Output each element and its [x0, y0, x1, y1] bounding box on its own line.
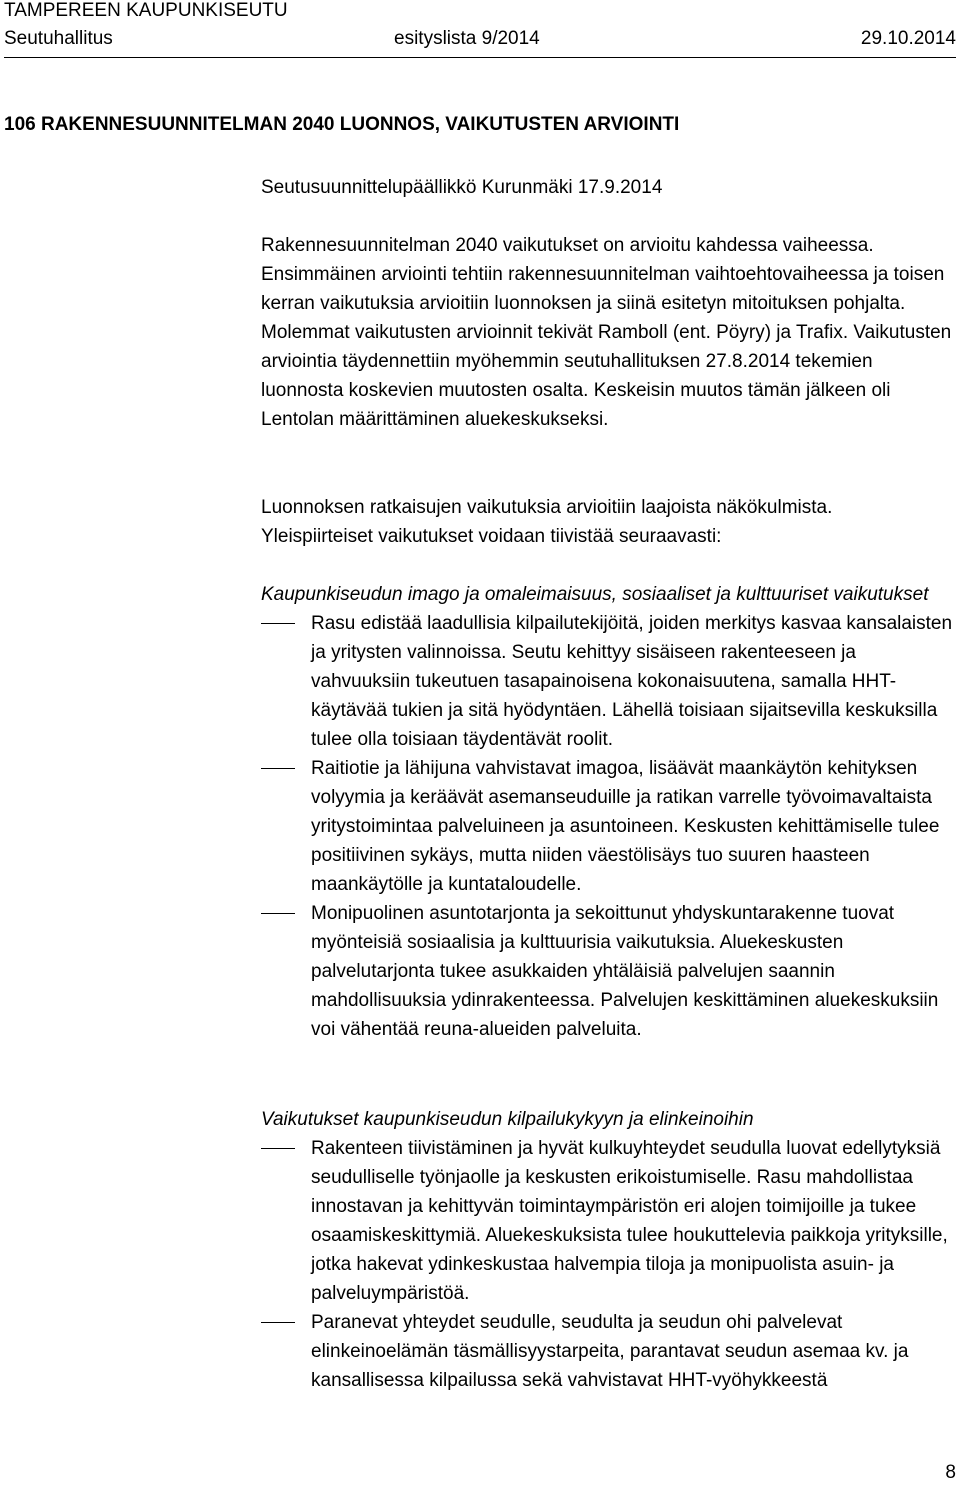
dash-bullet-icon — [261, 623, 295, 624]
intro-paragraph — [261, 231, 957, 434]
header-body: Seutuhallitus — [4, 28, 113, 49]
list-item: Raitiotie ja lähijuna vahvistavat imagoa, lisäävät maankäytön kehityksen volyymia ja keräävät asemanseuduille ja ratikan varrelle työvoimavaltaista yritystoimintaa palveluineen ja asuntoineen. Keskusten kehittämiselle tulee positiivinen sykäys, mutta niiden väestölisäys tuo suuren haasteen maankäytölle ja kuntataloudelle. — [261, 754, 957, 899]
header-agenda: esityslista 9/2014 — [394, 28, 540, 49]
category-section — [261, 1105, 957, 1395]
header-date: 29.10.2014 — [860, 28, 956, 49]
bullet-list — [261, 1134, 957, 1395]
category-title: Vaikutukset kaupunkiseudun kilpailukykyyn ja elinkeinoihin — [261, 1109, 754, 1130]
list-item: Paranevat yhteydet seudulle, seudulta ja seudun ohi palvelevat elinkeinoelämän täsmällisyystarpeita, parantavat seudun asemaa kv. ja kansallisessa kilpailussa sekä vahvistavat HHT-vyöhykkeestä — [261, 1308, 957, 1395]
list-item: Rakenteen tiivistäminen ja hyvät kulkuyhteydet seudulla luovat edellytyksiä seudulliselle työnjaolle ja keskusten erikoistumiselle. Rasu mahdollistaa innostavan ja kehittyvän toimintaympäristön eri alojen toimijoille ja tukee osaamiskeskittymiä. Aluekeskuksista tulee houkuttelevia paikkoja yrityksille, jotka hakevat ydinkeskustaa halvempia tiloja ja monipuolista asuin- ja palveluympäristöä. — [261, 1134, 957, 1308]
summary-paragraph — [261, 493, 957, 551]
dash-bullet-icon — [261, 913, 295, 914]
page-number: 8 — [945, 1462, 956, 1483]
section-title: 106 RAKENNESUUNNITELMAN 2040 LUONNOS, VAIKUTUSTEN ARVIOINTI — [4, 114, 680, 135]
bullet-list — [261, 609, 957, 1044]
dash-bullet-icon — [261, 768, 295, 769]
dash-bullet-icon — [261, 1322, 295, 1323]
summary-line-1: Luonnoksen ratkaisujen vaikutuksia arvioitiin laajoista näkökulmista. — [261, 497, 833, 518]
header-organization: TAMPEREEN KAUPUNKISEUTU — [4, 0, 288, 21]
list-item: Monipuolinen asuntotarjonta ja sekoittunut yhdyskuntarakenne tuovat myönteisiä sosiaalisia ja kulttuurisia vaikutuksia. Aluekeskusten palvelutarjonta tukee asukkaiden yhtäläisiä palvelujen saannin mahdollisuuksia ydinrakenteessa. Palvelujen keskittäminen aluekeskuksiin voi vähentää reuna-alueiden palveluita. — [261, 899, 957, 1044]
category-section — [261, 580, 957, 1044]
author-line: Seutusuunnittelupäällikkö Kurunmäki 17.9.2014 — [261, 177, 663, 198]
category-title: Kaupunkiseudun imago ja omaleimaisuus, sosiaaliset ja kulttuuriset vaikutukset — [261, 584, 929, 605]
summary-line-2: Yleispiirteiset vaikutukset voidaan tiivistää seuraavasti: — [261, 526, 722, 547]
list-item: Rasu edistää laadullisia kilpailutekijöitä, joiden merkitys kasvaa kansalaisten ja yritysten valinnoissa. Seutu kehittyy sisäiseen rakenteeseen ja vahvuuksiin tukeutuen tasapainoisena kokonaisuutena, samalla HHT-käytävää tukien ja sitä hyödyntäen. Lähellä toisiaan sijaitsevilla keskuksilla tulee olla toisiaan täydentävät roolit. — [261, 609, 957, 754]
intro-text: Rakennesuunnitelman 2040 vaikutukset on arvioitu kahdessa vaiheessa. Ensimmäinen arviointi tehtiin rakennesuunnitelman vaihtoehtovaiheessa ja toisen kerran vaikutuksia arvioitiin luonnoksen ja siinä esitetyn mitoituksen pohjalta. Molemmat vaikutusten arvioinnit tekivät Ramboll (ent. Pöyry) ja Trafix. Vaikutusten arviointia täydennettiin myöhemmin seutuhallituksen 27.8.2014 tekemien luonnosta koskevien muutosten osalta. Keskeisin muutos tämän jälkeen oli Lentolan määrittäminen aluekeskukseksi. — [261, 235, 952, 430]
header-divider — [4, 57, 956, 58]
dash-bullet-icon — [261, 1148, 295, 1149]
